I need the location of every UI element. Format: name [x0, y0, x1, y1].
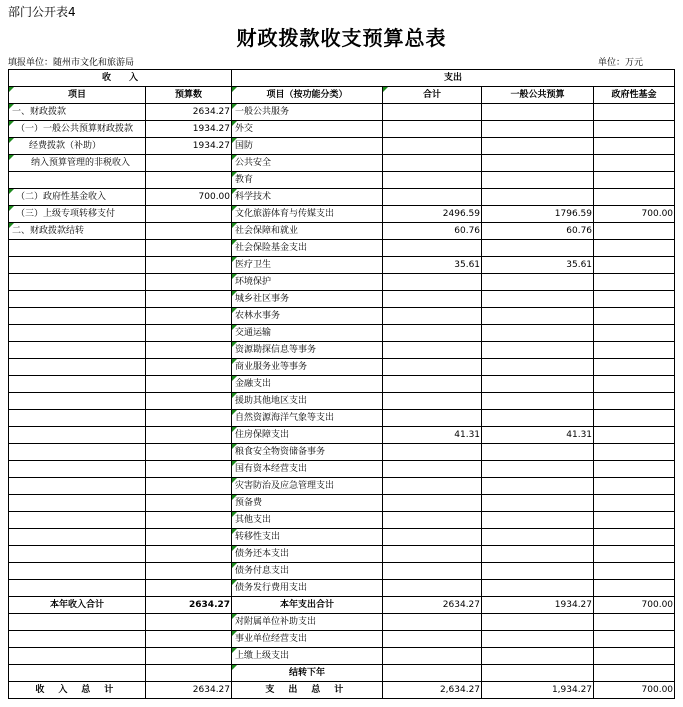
income-item: [9, 240, 146, 257]
expense-fund: [594, 427, 675, 444]
col-header-fund: 政府性基金: [594, 87, 675, 104]
table-row: [9, 631, 675, 648]
expense-item: 科学技术: [232, 189, 383, 206]
income-budget: [146, 393, 232, 410]
income-budget: [146, 240, 232, 257]
table-row: [9, 461, 675, 478]
expense-total: [383, 512, 482, 529]
expense-general: [482, 240, 594, 257]
expense-general: [482, 359, 594, 376]
income-budget: [146, 376, 232, 393]
cell: [9, 614, 146, 631]
expense-fund: [594, 461, 675, 478]
income-item: [9, 325, 146, 342]
income-item: [9, 512, 146, 529]
expense-item: 住房保障支出: [232, 427, 383, 444]
expense-item: 其他支出: [232, 512, 383, 529]
expense-general: [482, 444, 594, 461]
expense-general: [482, 189, 594, 206]
expense-general: [482, 461, 594, 478]
income-budget: [146, 546, 232, 563]
expense-fund: [594, 240, 675, 257]
expense-fund: [594, 495, 675, 512]
expense-total: [383, 121, 482, 138]
table-row: [9, 155, 675, 172]
expense-total: [383, 580, 482, 597]
income-budget: [146, 461, 232, 478]
expense-total: [383, 308, 482, 325]
expense-total: 41.31: [383, 427, 482, 444]
expense-group-header: 支出: [232, 70, 675, 87]
expense-general: 60.76: [482, 223, 594, 240]
expense-fund: [594, 172, 675, 189]
income-budget: [146, 563, 232, 580]
expense-fund: [594, 546, 675, 563]
expense-general: [482, 546, 594, 563]
table-row: [9, 648, 675, 665]
col-header-item: 项目: [9, 87, 146, 104]
col-header-function: 项目（按功能分类）: [232, 87, 383, 104]
expense-fund: [594, 444, 675, 461]
expense-general: [482, 138, 594, 155]
cell: [146, 614, 232, 631]
table-row: [9, 240, 675, 257]
expense-total: [383, 563, 482, 580]
expense-general: [482, 291, 594, 308]
expense-total: [383, 461, 482, 478]
table-row: [9, 614, 675, 631]
expense-total: [383, 410, 482, 427]
income-budget: [146, 257, 232, 274]
cell: [383, 631, 482, 648]
expense-general: [482, 393, 594, 410]
expense-general: [482, 512, 594, 529]
expense-total: [383, 291, 482, 308]
income-budget: [146, 359, 232, 376]
expense-item: 农林水事务: [232, 308, 383, 325]
income-budget: [146, 427, 232, 444]
table-number-tag: 部门公开表4: [8, 5, 76, 19]
expense-fund: [594, 189, 675, 206]
expense-general: [482, 155, 594, 172]
expense-item: 债务付息支出: [232, 563, 383, 580]
expense-total: 2496.59: [383, 206, 482, 223]
cell: [594, 631, 675, 648]
income-budget: [146, 223, 232, 240]
income-budget: 2634.27: [146, 104, 232, 121]
expense-fund: [594, 308, 675, 325]
income-item: （一）一般公共预算财政拨款: [9, 121, 146, 138]
grand-total-row: [9, 682, 675, 699]
grand-income-value: 2634.27: [146, 682, 232, 699]
expense-total: [383, 342, 482, 359]
currency-unit: 单位：万元: [597, 58, 643, 68]
expense-total: [383, 189, 482, 206]
income-item: （三）上级专项转移支付: [9, 206, 146, 223]
expense-total: [383, 529, 482, 546]
year-expense-fund: 700.00: [594, 597, 675, 614]
income-budget: [146, 172, 232, 189]
income-item: 经费拨款（补助）: [9, 138, 146, 155]
cell: [594, 648, 675, 665]
year-income-label: 本年收入合计: [9, 597, 146, 614]
income-item: [9, 410, 146, 427]
table-row: [9, 104, 675, 121]
cell: [9, 631, 146, 648]
income-budget: 700.00: [146, 189, 232, 206]
income-item: [9, 495, 146, 512]
cell: [482, 631, 594, 648]
expense-total: [383, 240, 482, 257]
carry-forward-row: [9, 665, 675, 682]
table-row: [9, 529, 675, 546]
income-item: 二、财政拨款结转: [9, 223, 146, 240]
cell: [482, 614, 594, 631]
income-item: （二）政府性基金收入: [9, 189, 146, 206]
income-item: 纳入预算管理的非税收入: [9, 155, 146, 172]
year-expense-label: 本年支出合计: [232, 597, 383, 614]
expense-general: [482, 274, 594, 291]
expense-general: [482, 308, 594, 325]
income-budget: [146, 580, 232, 597]
table-row: [9, 172, 675, 189]
cell: [482, 665, 594, 682]
table-row: [9, 359, 675, 376]
cell: [9, 665, 146, 682]
expense-total: [383, 359, 482, 376]
income-item: [9, 461, 146, 478]
budget-table: [8, 69, 675, 699]
year-total-row: [9, 597, 675, 614]
grand-expense-total: 2,634.27: [383, 682, 482, 699]
expense-total: [383, 138, 482, 155]
extra-expense-item: 对附属单位补助支出: [232, 614, 383, 631]
expense-item: 外交: [232, 121, 383, 138]
table-row: [9, 189, 675, 206]
income-item: [9, 580, 146, 597]
income-budget: 1934.27: [146, 138, 232, 155]
expense-total: [383, 478, 482, 495]
income-budget: [146, 155, 232, 172]
expense-item: 粮食安全物资储备事务: [232, 444, 383, 461]
reporting-unit: 填报单位：随州市文化和旅游局: [8, 58, 135, 68]
expense-item: 环境保护: [232, 274, 383, 291]
expense-item: 资源勘探信息等事务: [232, 342, 383, 359]
year-expense-total: 2634.27: [383, 597, 482, 614]
table-row: [9, 580, 675, 597]
expense-item: 债务发行费用支出: [232, 580, 383, 597]
year-expense-general: 1934.27: [482, 597, 594, 614]
page-title: 财政拨款收支预算总表: [236, 26, 447, 50]
expense-item: 医疗卫生: [232, 257, 383, 274]
income-budget: [146, 495, 232, 512]
expense-fund: [594, 257, 675, 274]
col-header-budget: 预算数: [146, 87, 232, 104]
col-header-general: 一般公共预算: [482, 87, 594, 104]
expense-general: 35.61: [482, 257, 594, 274]
income-group-header: 收 入: [9, 70, 232, 87]
income-item: [9, 393, 146, 410]
table-row: [9, 546, 675, 563]
expense-general: [482, 495, 594, 512]
expense-total: [383, 155, 482, 172]
expense-item: 国防: [232, 138, 383, 155]
expense-item: 公共安全: [232, 155, 383, 172]
table-row: [9, 257, 675, 274]
cell: [482, 648, 594, 665]
table-row: [9, 478, 675, 495]
table-row: [9, 342, 675, 359]
cell: [594, 614, 675, 631]
table-row: [9, 512, 675, 529]
expense-item: 商业服务业等事务: [232, 359, 383, 376]
expense-item: 城乡社区事务: [232, 291, 383, 308]
income-budget: [146, 325, 232, 342]
income-budget: [146, 410, 232, 427]
expense-total: [383, 495, 482, 512]
expense-fund: [594, 342, 675, 359]
income-budget: 1934.27: [146, 121, 232, 138]
expense-general: [482, 325, 594, 342]
extra-expense-item: 上缴上级支出: [232, 648, 383, 665]
expense-fund: [594, 104, 675, 121]
expense-total: [383, 546, 482, 563]
expense-fund: [594, 291, 675, 308]
expense-general: [482, 563, 594, 580]
expense-fund: [594, 512, 675, 529]
expense-fund: [594, 223, 675, 240]
expense-general: [482, 529, 594, 546]
expense-item: 债务还本支出: [232, 546, 383, 563]
income-budget: [146, 274, 232, 291]
income-item: [9, 342, 146, 359]
expense-fund: [594, 563, 675, 580]
cell: [146, 648, 232, 665]
expense-general: 41.31: [482, 427, 594, 444]
expense-general: [482, 342, 594, 359]
income-budget: [146, 342, 232, 359]
table-row: [9, 444, 675, 461]
expense-fund: [594, 121, 675, 138]
expense-fund: [594, 155, 675, 172]
expense-item: 一般公共服务: [232, 104, 383, 121]
expense-total: 60.76: [383, 223, 482, 240]
cell: [9, 648, 146, 665]
expense-fund: [594, 529, 675, 546]
table-row: [9, 274, 675, 291]
expense-general: [482, 410, 594, 427]
expense-item: 灾害防治及应急管理支出: [232, 478, 383, 495]
cell: [594, 665, 675, 682]
income-item: [9, 257, 146, 274]
table-row: [9, 393, 675, 410]
expense-item: 文化旅游体育与传媒支出: [232, 206, 383, 223]
income-item: [9, 546, 146, 563]
income-budget: [146, 512, 232, 529]
income-item: [9, 291, 146, 308]
expense-total: [383, 104, 482, 121]
expense-item: 援助其他地区支出: [232, 393, 383, 410]
expense-item: 国有资本经营支出: [232, 461, 383, 478]
expense-item: 教育: [232, 172, 383, 189]
expense-general: 1796.59: [482, 206, 594, 223]
expense-total: [383, 444, 482, 461]
col-header-total: 合计: [383, 87, 482, 104]
expense-total: [383, 376, 482, 393]
expense-fund: 700.00: [594, 206, 675, 223]
expense-total: [383, 172, 482, 189]
expense-total: [383, 325, 482, 342]
expense-fund: [594, 325, 675, 342]
cell: [383, 648, 482, 665]
expense-fund: [594, 138, 675, 155]
year-income-value: 2634.27: [146, 597, 232, 614]
expense-general: [482, 376, 594, 393]
expense-item: 社会保险基金支出: [232, 240, 383, 257]
table-row: [9, 206, 675, 223]
income-item: [9, 444, 146, 461]
income-budget: [146, 529, 232, 546]
income-budget: [146, 291, 232, 308]
expense-fund: [594, 393, 675, 410]
table-row: [9, 308, 675, 325]
income-item: [9, 376, 146, 393]
group-header-row: [9, 70, 675, 87]
cell: [146, 631, 232, 648]
table-row: [9, 291, 675, 308]
grand-expense-general: 1,934.27: [482, 682, 594, 699]
expense-total: [383, 274, 482, 291]
expense-fund: [594, 274, 675, 291]
expense-total: 35.61: [383, 257, 482, 274]
expense-item: 自然资源海洋气象等支出: [232, 410, 383, 427]
carry-forward-label: 结转下年: [232, 665, 383, 682]
expense-item: 交通运输: [232, 325, 383, 342]
expense-general: [482, 478, 594, 495]
table-row: [9, 495, 675, 512]
expense-fund: [594, 410, 675, 427]
expense-item: 社会保障和就业: [232, 223, 383, 240]
expense-general: [482, 104, 594, 121]
income-item: [9, 172, 146, 189]
income-item: [9, 529, 146, 546]
expense-fund: [594, 478, 675, 495]
income-budget: [146, 308, 232, 325]
table-row: [9, 427, 675, 444]
expense-general: [482, 580, 594, 597]
income-budget: [146, 206, 232, 223]
table-row: [9, 223, 675, 240]
income-item: [9, 478, 146, 495]
expense-item: 转移性支出: [232, 529, 383, 546]
extra-expense-item: 事业单位经营支出: [232, 631, 383, 648]
cell: [383, 665, 482, 682]
income-item: [9, 563, 146, 580]
expense-fund: [594, 580, 675, 597]
grand-expense-fund: 700.00: [594, 682, 675, 699]
income-item: [9, 308, 146, 325]
cell: [146, 665, 232, 682]
income-item: 一、财政拨款: [9, 104, 146, 121]
grand-expense-label: 支 出 总 计: [232, 682, 383, 699]
expense-total: [383, 393, 482, 410]
table-row: [9, 325, 675, 342]
expense-item: 预备费: [232, 495, 383, 512]
income-budget: [146, 444, 232, 461]
income-budget: [146, 478, 232, 495]
table-row: [9, 563, 675, 580]
expense-general: [482, 121, 594, 138]
expense-item: 金融支出: [232, 376, 383, 393]
grand-income-label: 收 入 总 计: [9, 682, 146, 699]
expense-fund: [594, 376, 675, 393]
table-row: [9, 138, 675, 155]
income-item: [9, 427, 146, 444]
cell: [383, 614, 482, 631]
table-row: [9, 121, 675, 138]
income-item: [9, 274, 146, 291]
table-row: [9, 376, 675, 393]
table-row: [9, 410, 675, 427]
income-item: [9, 359, 146, 376]
expense-general: [482, 172, 594, 189]
expense-fund: [594, 359, 675, 376]
column-header-row: [9, 87, 675, 104]
